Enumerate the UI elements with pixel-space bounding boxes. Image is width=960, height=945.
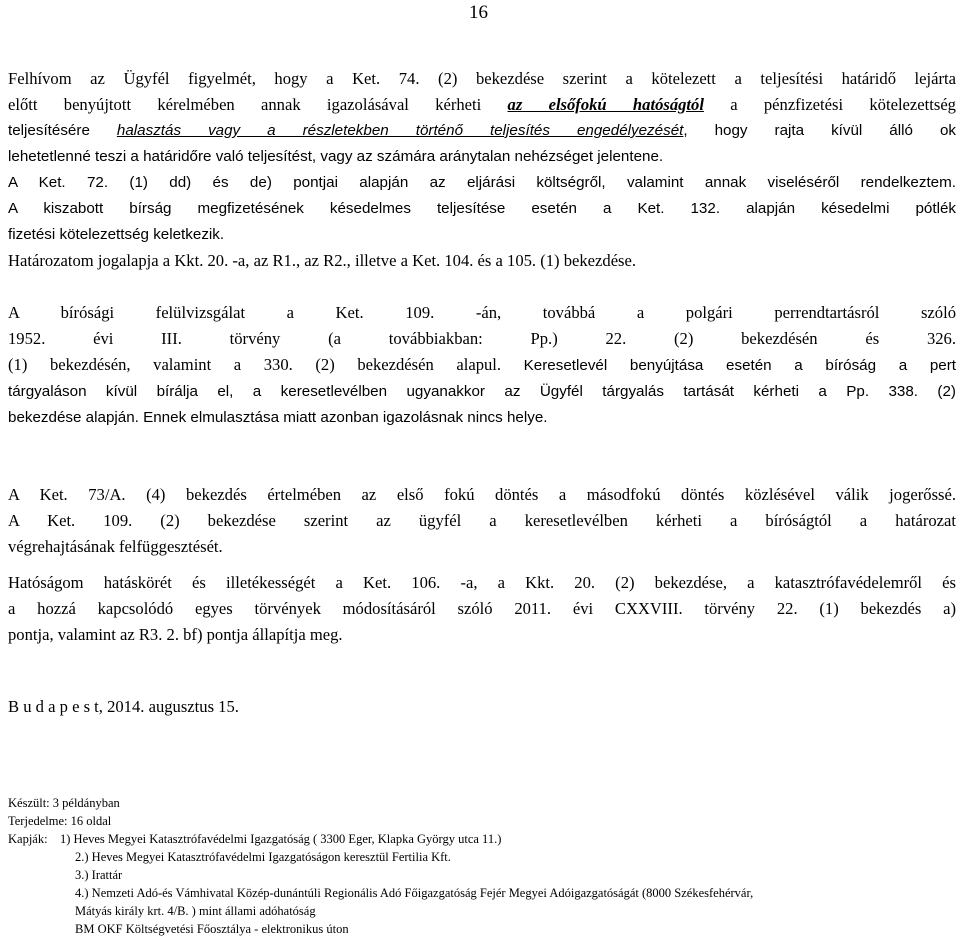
paragraph-costs	[8, 170, 956, 248]
copies-count: Készült: 3 példányban	[8, 796, 120, 810]
recipient-item: 4.) Nemzeti Adó-és Vámhivatal Közép-dunántúli Regionális Adó Főigazgatóság Fejér Megyei Adóigazgatóságát (8000 Székesfehérvár,	[75, 886, 754, 900]
page-number: 16	[469, 2, 488, 23]
text-line: A kiszabott bírság megfizetésének késedelmes teljesítése esetén a Ket. 132. alapján késedelmi pótlék	[8, 200, 956, 217]
paragraph-legal-basis	[8, 248, 956, 274]
paragraph-finality	[8, 482, 956, 560]
recipient-item: 2.) Heves Megyei Katasztrófavédelmi Igazgatóságon keresztül Fertilia Kft.	[75, 850, 451, 864]
place-date: B u d a p e s t, 2014. augusztus 15.	[8, 697, 239, 716]
distribution-list	[8, 794, 956, 938]
text-line: A bírósági felülvizsgálat a Ket. 109. -án, továbbá a polgári perrendtartásról szóló	[8, 303, 956, 322]
text-line: A Ket. 73/A. (4) bekezdés értelmében az első fokú döntés a másodfokú döntés közlésével válik jogerőssé.	[8, 485, 956, 504]
text-line: fizetési kötelezettség keletkezik.	[8, 226, 225, 243]
paragraph-competence	[8, 570, 956, 648]
text-line: előtt benyújtott kérelmében annak igazolásával kérheti az elsőfokú hatóságtól a pénzfizetési kötelezettség	[8, 95, 956, 114]
emphasis-deferral: halasztás vagy a részletekben történő teljesítés engedélyezését	[116, 122, 684, 139]
text-line: a hozzá kapcsolódó egyes törvények módosításáról szóló 2011. évi CXXVIII. törvény 22. (1) bekezdés a)	[8, 599, 956, 618]
text-line: bekezdése alapján. Ennek elmulasztása miatt azonban igazolásnak nincs helye.	[8, 409, 548, 426]
place-date-block	[8, 694, 956, 720]
page-count: Terjedelme: 16 oldal	[8, 814, 112, 828]
text-line: 1952. évi III. törvény (a továbbiakban: Pp.) 22. (2) bekezdésén és 326.	[8, 329, 956, 348]
recipient-line	[8, 830, 956, 848]
recipient-item-continued: Mátyás király krt. 4/B. ) mint állami adóhatóság	[75, 904, 316, 918]
text-line: A Ket. 72. (1) dd) és de) pontjai alapján az eljárási költségről, valamint annak viseléséről rendelkeztem.	[8, 174, 956, 191]
text-line: lehetetlenné teszi a határidőre való teljesítést, vagy az számára aránytalan nehézséget jelentene.	[8, 148, 664, 165]
text-line: A Ket. 109. (2) bekezdése szerint az ügyfél a keresetlevélben kérheti a bíróságtól a határozat	[8, 511, 956, 530]
paragraph-judicial-review	[8, 300, 956, 431]
text-line: tárgyaláson kívül bírálja el, a keresetlevélben ugyanakkor az Ügyfél tárgyalás tartását kérheti a Pp. 338. (2)	[8, 383, 956, 400]
text-line: (1) bekezdésén, valamint a 330. (2) bekezdésén alapul. Keresetlevél benyújtása esetén a bíróság a pert	[8, 355, 956, 374]
recipient-item: 3.) Irattár	[75, 868, 123, 882]
recipient-item: 1) Heves Megyei Katasztrófavédelmi Igazgatóság ( 3300 Eger, Klapka György utca 11.)	[60, 832, 502, 846]
text-line: végrehajtásának felfüggesztését.	[8, 537, 223, 556]
text-line: Hatóságom hatáskörét és illetékességét a Ket. 106. -a, a Kkt. 20. (2) bekezdése, a katasztrófavédelemről és	[8, 573, 956, 592]
emphasis-first-instance-authority: az elsőfokú hatóságtól	[507, 95, 704, 114]
recipient-item: BM OKF Költségvetési Főosztálya - elektronikus úton	[75, 922, 349, 936]
text-line: teljesítésére halasztás vagy a részletekben történő teljesítés engedélyezését, hogy rajta kívül álló ok	[8, 122, 956, 139]
recipients-label: Kapják:	[8, 832, 48, 846]
text-line: Határozatom jogalapja a Kkt. 20. -a, az R1., az R2., illetve a Ket. 104. és a 105. (1) bekezdése.	[8, 251, 637, 270]
text-line: Felhívom az Ügyfél figyelmét, hogy a Ket. 74. (2) bekezdése szerint a kötelezett a teljesítési határidő lejárta	[8, 69, 956, 88]
text-line: pontja, valamint az R3. 2. bf) pontja állapítja meg.	[8, 625, 343, 644]
paragraph-payment-deferral	[8, 66, 956, 170]
